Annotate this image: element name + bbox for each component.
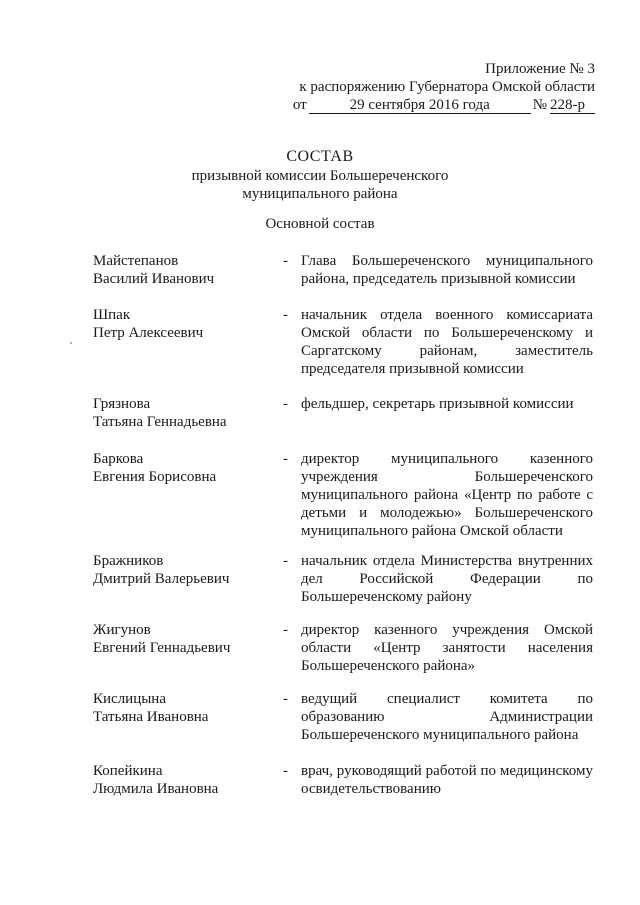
order-number: 228-р [550, 98, 595, 114]
member-given-names: Петр Алексеевич [93, 325, 204, 341]
title-main: СОСТАВ [286, 148, 354, 165]
member-surname: Грязнова [93, 396, 151, 412]
member-given-names: Людмила Ивановна [93, 781, 219, 797]
member-dash: - [283, 307, 288, 323]
member-given-names: Василий Иванович [93, 271, 215, 287]
section-title: Основной состав [265, 216, 375, 232]
member-given-names: Татьяна Геннадьевна [93, 414, 227, 430]
title-subtitle-1: призывной комиссии Большереченского [191, 168, 449, 184]
member-role: врач, руководящий работой по медицинскому освидетельствованию [301, 763, 593, 797]
date-prefix: от [292, 97, 307, 113]
member-role: фельдшер, секретарь призывной комиссии [301, 396, 574, 412]
member-surname: Баркова [93, 451, 144, 467]
member-role: ведущий специалист комитета по образованию Администрации Большереченского муниципального района [301, 691, 593, 743]
member-dash: - [283, 253, 288, 269]
member-dash: - [283, 763, 288, 779]
member-role: директор муниципального казенного учреждения Большереченского муниципального района «Центр по работе с детьми и молодежью» Большереченского муниципального района Омской области [301, 451, 593, 539]
member-dash: - [283, 553, 288, 569]
member-surname: Жигунов [93, 622, 151, 638]
member-name [93, 621, 273, 657]
member-name [93, 450, 273, 486]
member-name [93, 690, 273, 726]
member-role: начальник отдела Министерства внутренних дел Российской Федерации по Большереченскому району [301, 553, 593, 605]
member-dash: - [283, 622, 288, 638]
document-title [0, 147, 640, 203]
annex-header [275, 60, 595, 114]
member-role: начальник отдела военного комиссариата Омской области по Большереченскому и Саргатскому районам, заместитель председателя призывной комиссии [301, 307, 593, 377]
member-dash: - [283, 396, 288, 412]
member-surname: Шпак [93, 307, 131, 323]
member-surname: Копейкина [93, 763, 163, 779]
member-surname: Бражников [93, 553, 164, 569]
member-surname: Кислицына [93, 691, 166, 707]
annex-reference: к распоряжению Губернатора Омской области [299, 79, 595, 95]
title-subtitle-2: муниципального района [242, 186, 398, 202]
annex-title: Приложение № 3 [485, 61, 595, 77]
member-name [93, 395, 273, 431]
scan-speck [70, 342, 72, 344]
member-surname: Майстепанов [93, 253, 179, 269]
member-given-names: Евгений Геннадьевич [93, 640, 231, 656]
order-date: 29 сентября 2016 года [309, 98, 531, 114]
member-given-names: Евгения Борисовна [93, 469, 217, 485]
member-given-names: Татьяна Ивановна [93, 709, 209, 725]
number-prefix: № [532, 97, 547, 113]
member-name [93, 762, 273, 798]
member-role: директор казенного учреждения Омской области «Центр занятости населения Большереченского района» [301, 622, 593, 674]
member-dash: - [283, 691, 288, 707]
member-given-names: Дмитрий Валерьевич [93, 571, 230, 587]
member-name [93, 252, 273, 288]
member-name [93, 306, 273, 342]
member-role: Глава Большереченского муниципального района, председатель призывной комиссии [301, 253, 593, 287]
annex-date-line [275, 96, 595, 114]
member-name [93, 552, 273, 588]
member-dash: - [283, 451, 288, 467]
